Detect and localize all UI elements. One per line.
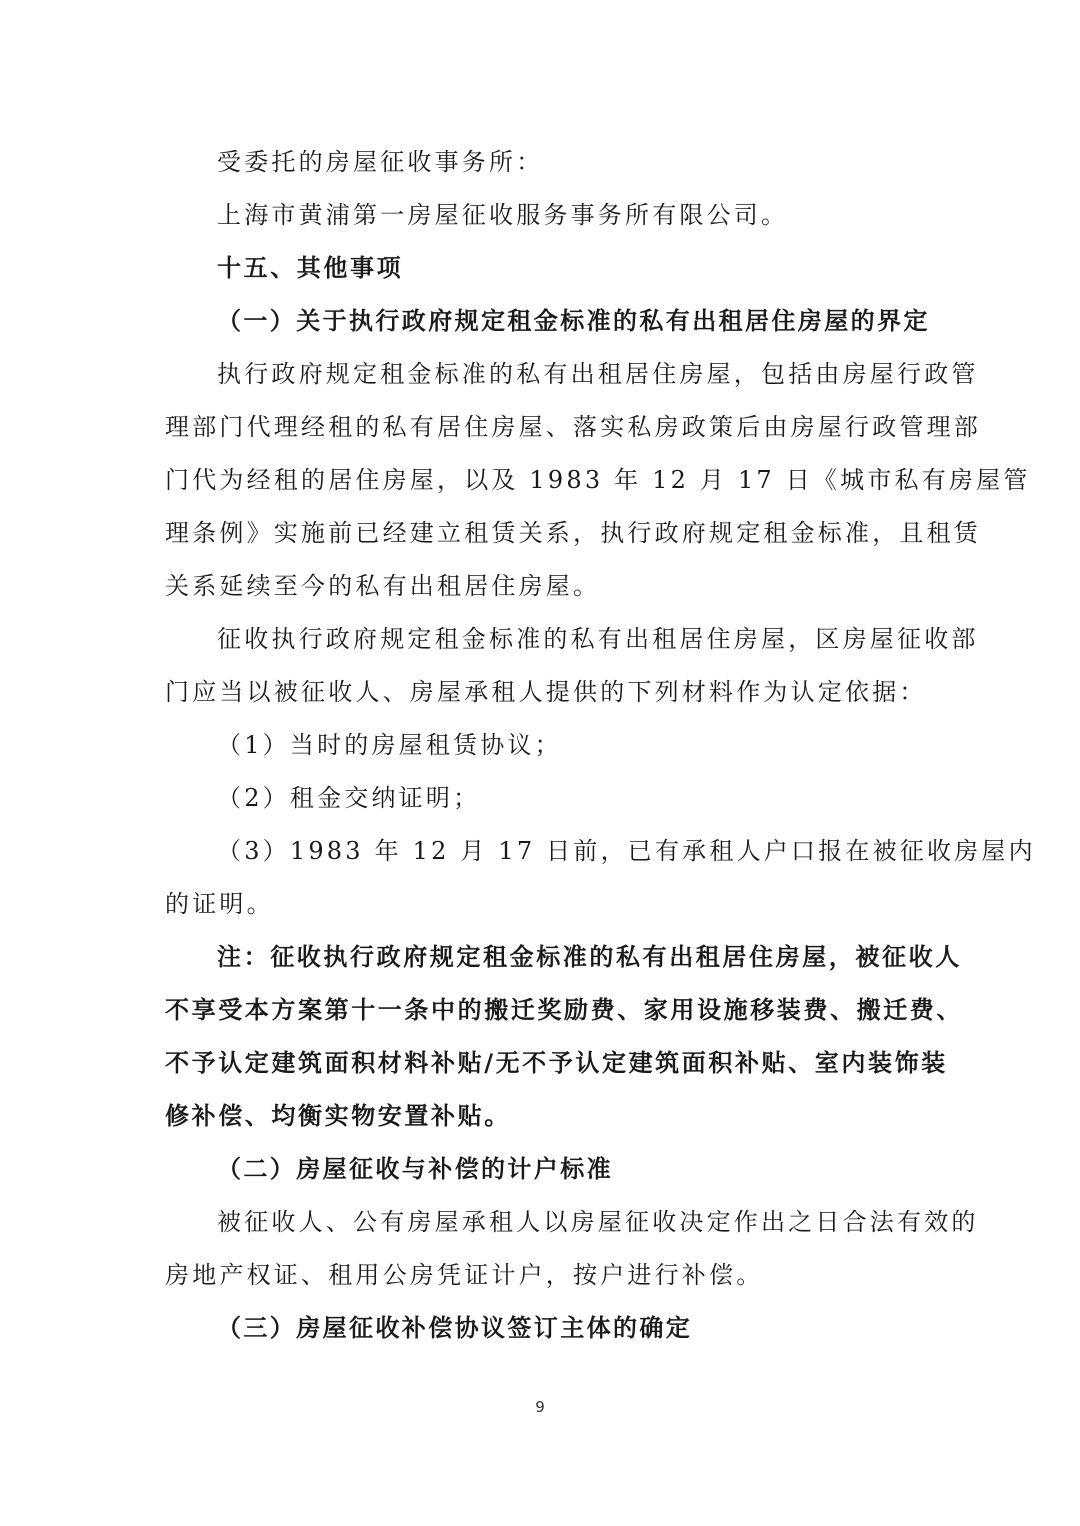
list-item: （2）租金交纳证明； — [217, 784, 481, 812]
subsection-heading: （二）房屋征收与补偿的计户标准 — [217, 1155, 613, 1183]
list-item-continuation: 的证明。 — [165, 890, 274, 918]
note-line: 注：征收执行政府规定租金标准的私有出租居住房屋，被征收人 — [217, 943, 962, 971]
note-line: 修补偿、均衡实物安置补贴。 — [165, 1102, 511, 1130]
paragraph-line: 执行政府规定租金标准的私有出租居住房屋，包括由房屋行政管 — [217, 360, 979, 388]
paragraph-line: 关系延续至今的私有出租居住房屋。 — [165, 572, 601, 600]
paragraph-line: 门应当以被征收人、房屋承租人提供的下列材料作为认定依据： — [165, 678, 927, 706]
page-number: 9 — [535, 1398, 545, 1416]
subsection-heading: （一）关于执行政府规定租金标准的私有出租居住房屋的界定 — [217, 307, 930, 335]
list-item: （3）1983 年 12 月 17 日前，已有承租人户口报在被征收房屋内 — [217, 837, 1036, 865]
list-item: （1）当时的房屋租赁协议； — [217, 731, 562, 759]
paragraph-line: 上海市黄浦第一房屋征收服务事务所有限公司。 — [217, 201, 789, 229]
paragraph-line: 门代为经租的居住房屋，以及 1983 年 12 月 17 日《城市私有房屋管 — [165, 466, 1031, 494]
paragraph-line: 被征收人、公有房屋承租人以房屋征收决定作出之日合法有效的 — [217, 1208, 979, 1236]
subsection-heading: （三）房屋征收补偿协议签订主体的确定 — [217, 1314, 693, 1342]
note-line: 不予认定建筑面积材料补贴/无不予认定建筑面积补贴、室内装饰装 — [165, 1049, 948, 1077]
paragraph-line: 受委托的房屋征收事务所： — [217, 148, 544, 176]
section-heading: 十五、其他事项 — [217, 254, 404, 282]
paragraph-line: 理条例》实施前已经建立租赁关系，执行政府规定租金标准，且租赁 — [165, 519, 981, 547]
paragraph-line: 征收执行政府规定租金标准的私有出租居住房屋，区房屋征收部 — [217, 625, 979, 653]
paragraph-line: 房地产权证、租用公房凭证计户，按户进行补偿。 — [165, 1261, 764, 1289]
paragraph-line: 理部门代理经租的私有居住房屋、落实私房政策后由房屋行政管理部 — [165, 413, 981, 441]
note-line: 不享受本方案第十一条中的搬迁奖励费、家用设施移装费、搬迁费、 — [165, 996, 963, 1024]
